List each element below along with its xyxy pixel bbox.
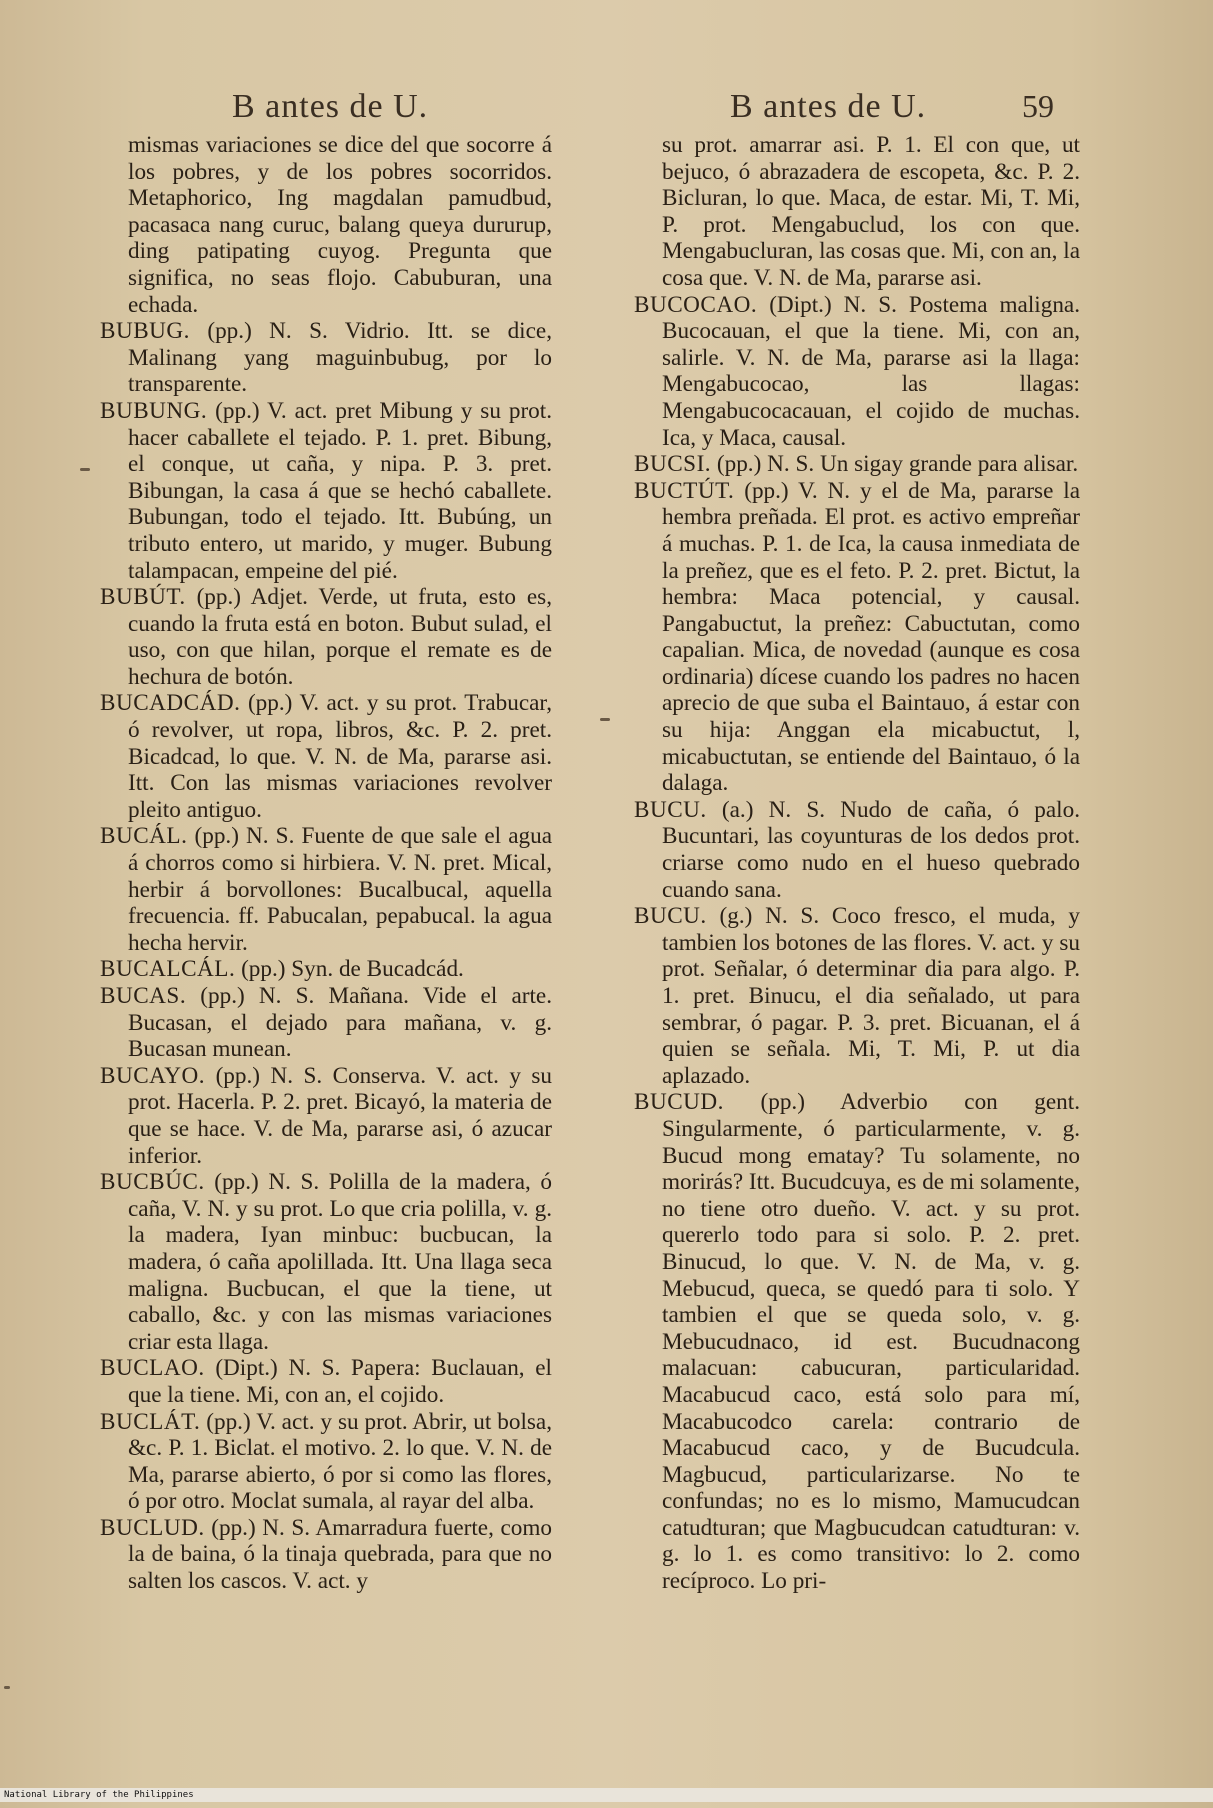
dictionary-entry xyxy=(100,823,552,956)
entry-headword: BUCU. xyxy=(634,903,707,930)
entry-text: su prot. amarrar asi. P. 1. El con que, ut bejuco, ó abrazadera de escopeta, &c. P. 2. Bicluran, lo que. Maca, de estar. Mi, T. Mi, P. prot. Mengabuclud, los con que. Mengabucluran, las cosas que. Mi, con an, la cosa que. V. N. de Ma, pararse asi. xyxy=(662,132,1080,291)
entry-headword: BUCLAO. xyxy=(100,1355,205,1382)
entry-text: (pp.) N. S. Polilla de la madera, ó caña, V. N. y su prot. Lo que cria polilla, v. g. la madera, Iyan minbuc: bucbucan, la madera, ó caña apolillada. Itt. Una llaga seca maligna. Bucbucan, el que la tiene, ut caballo, &c. y con las mismas variaciones criar esta llaga. xyxy=(128,1169,553,1355)
dictionary-entry xyxy=(100,318,552,398)
dictionary-entry xyxy=(100,983,552,1063)
dictionary-entry xyxy=(634,292,1080,452)
running-header-left: B antes de U. xyxy=(232,88,429,125)
dictionary-entry xyxy=(100,132,552,318)
entry-headword: BUCAS. xyxy=(100,983,187,1009)
entry-headword: BUCOCAO. xyxy=(634,291,758,318)
entry-headword: BUCBÚC. xyxy=(100,1169,205,1196)
entry-headword: BUBUG. xyxy=(100,318,190,345)
entry-headword: BUCTÚT. xyxy=(634,477,735,504)
entry-headword: BUCALCÁL. xyxy=(100,956,236,983)
entry-text: mismas variaciones se dice del que socorre á los pobres, y de los pobres socorridos. Metaphorico, Ing magdalan pamudbud, pacasaca nang curuc, balang queya dururup, ding patipating cuyog. Pregunta que significa, no seas flojo. Cabuburan, una echada. xyxy=(128,132,552,318)
dictionary-entry xyxy=(100,956,552,983)
entry-headword: BUCU. xyxy=(634,796,707,823)
entry-text: (pp.) N. S. Fuente de que sale el agua á chorros como si hirbiera. V. N. pret. Mical, herbir á borvollones: Bucalbucal, aquella frecuencia. ff. Pabucalan, pepabucal. la agua hecha hervir. xyxy=(128,823,552,956)
dictionary-entry xyxy=(100,1409,552,1515)
library-footer: National Library of the Philippines xyxy=(0,1788,1213,1802)
entry-text: (pp.) V. act. y su prot. Abrir, ut bolsa, &c. P. 1. Biclat. el motivo. 2. lo que. V. N. de Ma, pararse abierto, ó por si como las flores, ó por otro. Moclat sumala, al rayar del alba. xyxy=(128,1408,553,1515)
entry-text: (Dipt.) N. S. Papera: Buclauan, el que la tiene. Mi, con an, el cojido. xyxy=(128,1355,552,1408)
dictionary-entry xyxy=(100,584,552,690)
dictionary-entry xyxy=(634,903,1080,1089)
dictionary-entry xyxy=(100,1355,552,1408)
ink-mark xyxy=(600,718,610,721)
entry-text: (pp.) Adverbio con gent. Singularmente, ó particularmente, v. g. Bucud mong ematay? Tu solamente, no morirás? Itt. Bucudcuya, es de mi solamente, no tiene otro dueño. V. act. y su prot. quererlo todo para si solo. P. 2. pret. Binucud, lo que. V. N. de Ma, v. g. Mebucud, queca, se quedó para ti solo. Y tambien el que se queda solo, v. g. Mebucudnaco, id est. Bucudnacong malacuan: cabucuran, particularidad. Macabucud caco, está solo para mí, Macabucodco carela: contrario de Macabucud caco, y de Bucudcula. Magbucud, particularizarse. No te confundas; no es lo mismo, Mamucudcan catudturan; que Magbucudcan catudturan: v. g. lo 1. es como transitivo: lo 2. como recíproco. Lo pri- xyxy=(662,1089,1081,1595)
entry-text: (pp.) N. S. Vidrio. Itt. se dice, Malinang yang maguinbubug, por lo transparente. xyxy=(128,318,552,398)
entry-text: (pp.) Syn. de Bucadcád. xyxy=(241,956,464,983)
dictionary-entry xyxy=(634,797,1080,903)
entry-text: (pp.) V. act. pret Mibung y su prot. hacer caballete el tejado. P. 1. pret. Bibung, el conque, ut caña, y nipa. P. 3. pret. Bibungan, la casa á que se hechó caballete. Bubungan, todo el tejado. Itt. Bubúng, un tributo entero, ut marido, y muger. Bubung talampacan, empeine del pié. xyxy=(128,397,553,584)
entry-headword: BUCLUD. xyxy=(100,1514,205,1541)
entry-text: (pp.) N. S. Conserva. V. act. y su prot. Hacerla. P. 2. pret. Bicayó, la materia de que se hace. V. de Ma, pararse asi, ó azucar inferior. xyxy=(128,1062,553,1169)
entry-headword: BUBUNG. xyxy=(100,397,208,424)
dictionary-entry xyxy=(100,690,552,823)
entry-text: (pp.) N. S. Mañana. Vide el arte. Bucasan, el dejado para mañana, v. g. Bucasan munean. xyxy=(128,983,552,1063)
entry-text: (pp.) N. S. Amarradura fuerte, como la de baina, ó la tinaja quebrada, para que no salten los cascos. V. act. y xyxy=(128,1514,552,1595)
running-header-right: B antes de U. xyxy=(730,88,927,125)
dictionary-entry xyxy=(634,132,1080,292)
entry-headword: BUCUD. xyxy=(634,1089,724,1116)
entry-text: (Dipt.) N. S. Postema maligna. Bucocauan, el que la tiene. Mi, con an, salirle. V. N. de Ma, pararse asi la llaga: Mengabucocao, las llagas: Mengabucocacauan, el cojido de muchas. Ica, y Maca, causal. xyxy=(662,291,1081,451)
dictionary-entry xyxy=(100,1063,552,1169)
dictionary-entry xyxy=(100,398,552,584)
dictionary-entry xyxy=(634,478,1080,797)
dictionary-entry xyxy=(634,1089,1080,1594)
entry-headword: BUCÁL. xyxy=(100,823,188,850)
dictionary-entry xyxy=(100,1515,552,1595)
page-number: 59 xyxy=(1022,88,1054,124)
left-column xyxy=(100,132,552,1595)
entry-text: (pp.) V. act. y su prot. Trabucar, ó revolver, ut ropa, libros, &c. P. 2. pret. Bicadcad, lo que. V. N. de Ma, pararse asi. Itt. Con las mismas variaciones revolver pleito antiguo. xyxy=(128,690,553,823)
ink-mark xyxy=(4,1686,10,1689)
entry-headword: BUCAYO. xyxy=(100,1062,206,1089)
entry-text: (pp.) N. S. Un sigay grande para alisar. xyxy=(716,451,1079,478)
ink-mark xyxy=(80,468,90,471)
entry-text: (pp.) Adjet. Verde, ut fruta, esto es, cuando la fruta está en boton. Bubut sulad, el uso, con que hilan, porque el remate es de hechura de botón. xyxy=(128,584,552,690)
entry-text: (g.) N. S. Coco fresco, el muda, y tambien los botones de las flores. V. act. y su prot. Señalar, ó determinar dia para algo. P. 1. pret. Binucu, el dia señalado, ut para sembrar, ó pagar. P. 3. pret. Bicuanan, el á quien se señala. Mi, T. Mi, P. ut dia aplazado. xyxy=(662,903,1080,1089)
entry-headword: BUCLÁT. xyxy=(100,1408,201,1435)
entry-text: (pp.) V. N. y el de Ma, pararse la hembra preñada. El prot. es activo empreñar á muchas. P. 1. de Ica, la causa inmediata de la preñez, que es el feto. P. 2. pret. Bictut, la hembra: Maca potencial, y causal. Pangabuctut, la preñez: Cabuctutan, como capalian. Mica, de novedad (aunque es cosa ordinaria) dícese cuando los padres no hacen aprecio de que suba el Baintauo, á estar con su hija: Anggan ela micabuctut, l, micabuctutan, se entiende del Baintauo, ó la dalaga. xyxy=(662,477,1080,797)
entry-headword: BUCSI. xyxy=(634,451,712,478)
right-column xyxy=(634,132,1080,1595)
dictionary-entry xyxy=(634,451,1080,478)
entry-headword: BUBÚT. xyxy=(100,584,186,611)
entry-text: (a.) N. S. Nudo de caña, ó palo. Bucuntari, las coyunturas de los dedos prot. criarse como nudo en el hueso quebrado cuando sana. xyxy=(662,796,1080,903)
dictionary-entry xyxy=(100,1169,552,1355)
entry-headword: BUCADCÁD. xyxy=(100,690,241,717)
